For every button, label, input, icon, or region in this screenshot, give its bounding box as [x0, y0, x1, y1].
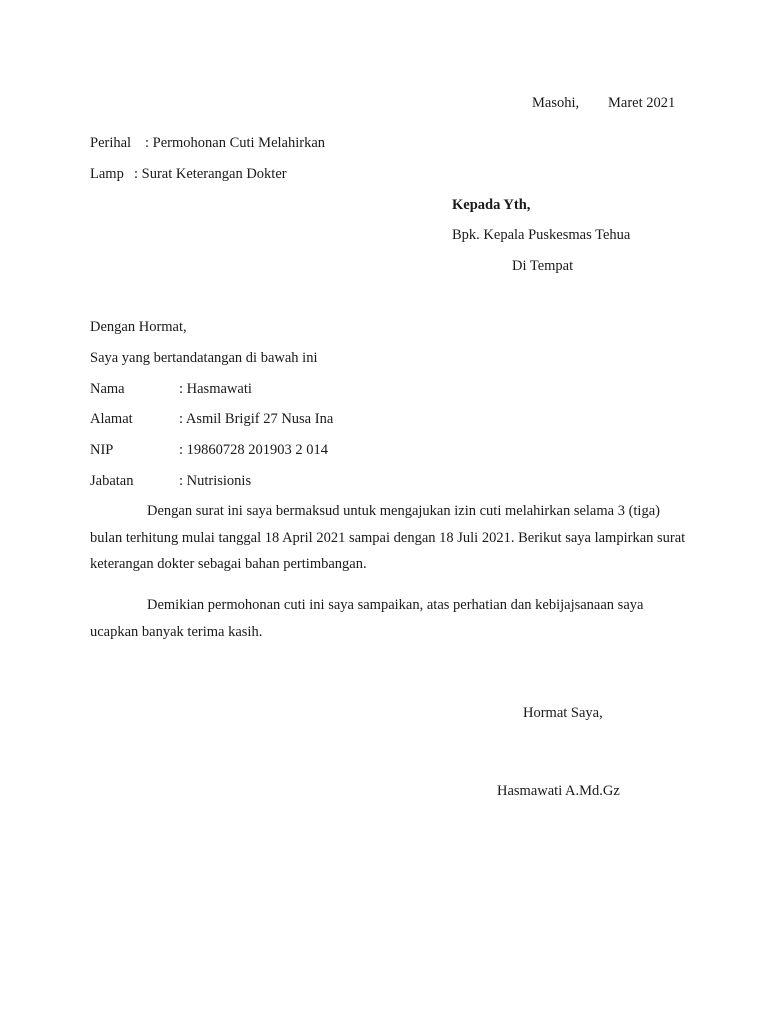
signer-name: Hasmawati A.Md.Gz	[497, 783, 620, 799]
paragraph-closing	[90, 592, 690, 645]
letter-date: Maret 2021	[608, 95, 676, 111]
field-label-jabatan: Jabatan	[90, 473, 134, 489]
letter-city: Masohi,	[532, 95, 580, 111]
field-value-nama: : Hasmawati	[179, 381, 252, 397]
paragraph-request	[90, 498, 690, 578]
field-value-jabatan: : Nutrisionis	[179, 473, 252, 489]
field-label-nip: NIP	[90, 442, 114, 458]
recipient-name: Bpk. Kepala Puskesmas Tehua	[452, 227, 631, 243]
perihal-label: Perihal	[90, 135, 132, 151]
field-label-alamat: Alamat	[90, 411, 133, 427]
intro-line: Saya yang bertandatangan di bawah ini	[90, 350, 318, 366]
lamp-value: : Surat Keterangan Dokter	[134, 166, 287, 182]
perihal-value: : Permohonan Cuti Melahirkan	[145, 135, 326, 151]
recipient-place: Di Tempat	[512, 258, 574, 274]
paragraph-request-text: Dengan surat ini saya bermaksud untuk mengajukan izin cuti melahirkan selama 3 (tiga) bulan terhitung mulai tanggal 18 April 2021 sampai dengan 18 Juli 2021. Berikut saya lampirkan surat keterangan dokter sebagai bahan pertimbangan.	[90, 503, 686, 572]
paragraph-closing-text: Demikian permohonan cuti ini saya sampaikan, atas perhatian dan kebijajsanaan saya ucapkan banyak terima kasih.	[90, 597, 644, 640]
field-value-nip: : 19860728 201903 2 014	[179, 442, 329, 458]
greeting: Dengan Hormat,	[90, 319, 187, 335]
recipient-to: Kepada Yth,	[452, 197, 531, 213]
lamp-label: Lamp	[90, 166, 124, 182]
closing-salutation: Hormat Saya,	[523, 705, 603, 721]
field-label-nama: Nama	[90, 381, 125, 397]
field-value-alamat: : Asmil Brigif 27 Nusa Ina	[179, 411, 334, 427]
